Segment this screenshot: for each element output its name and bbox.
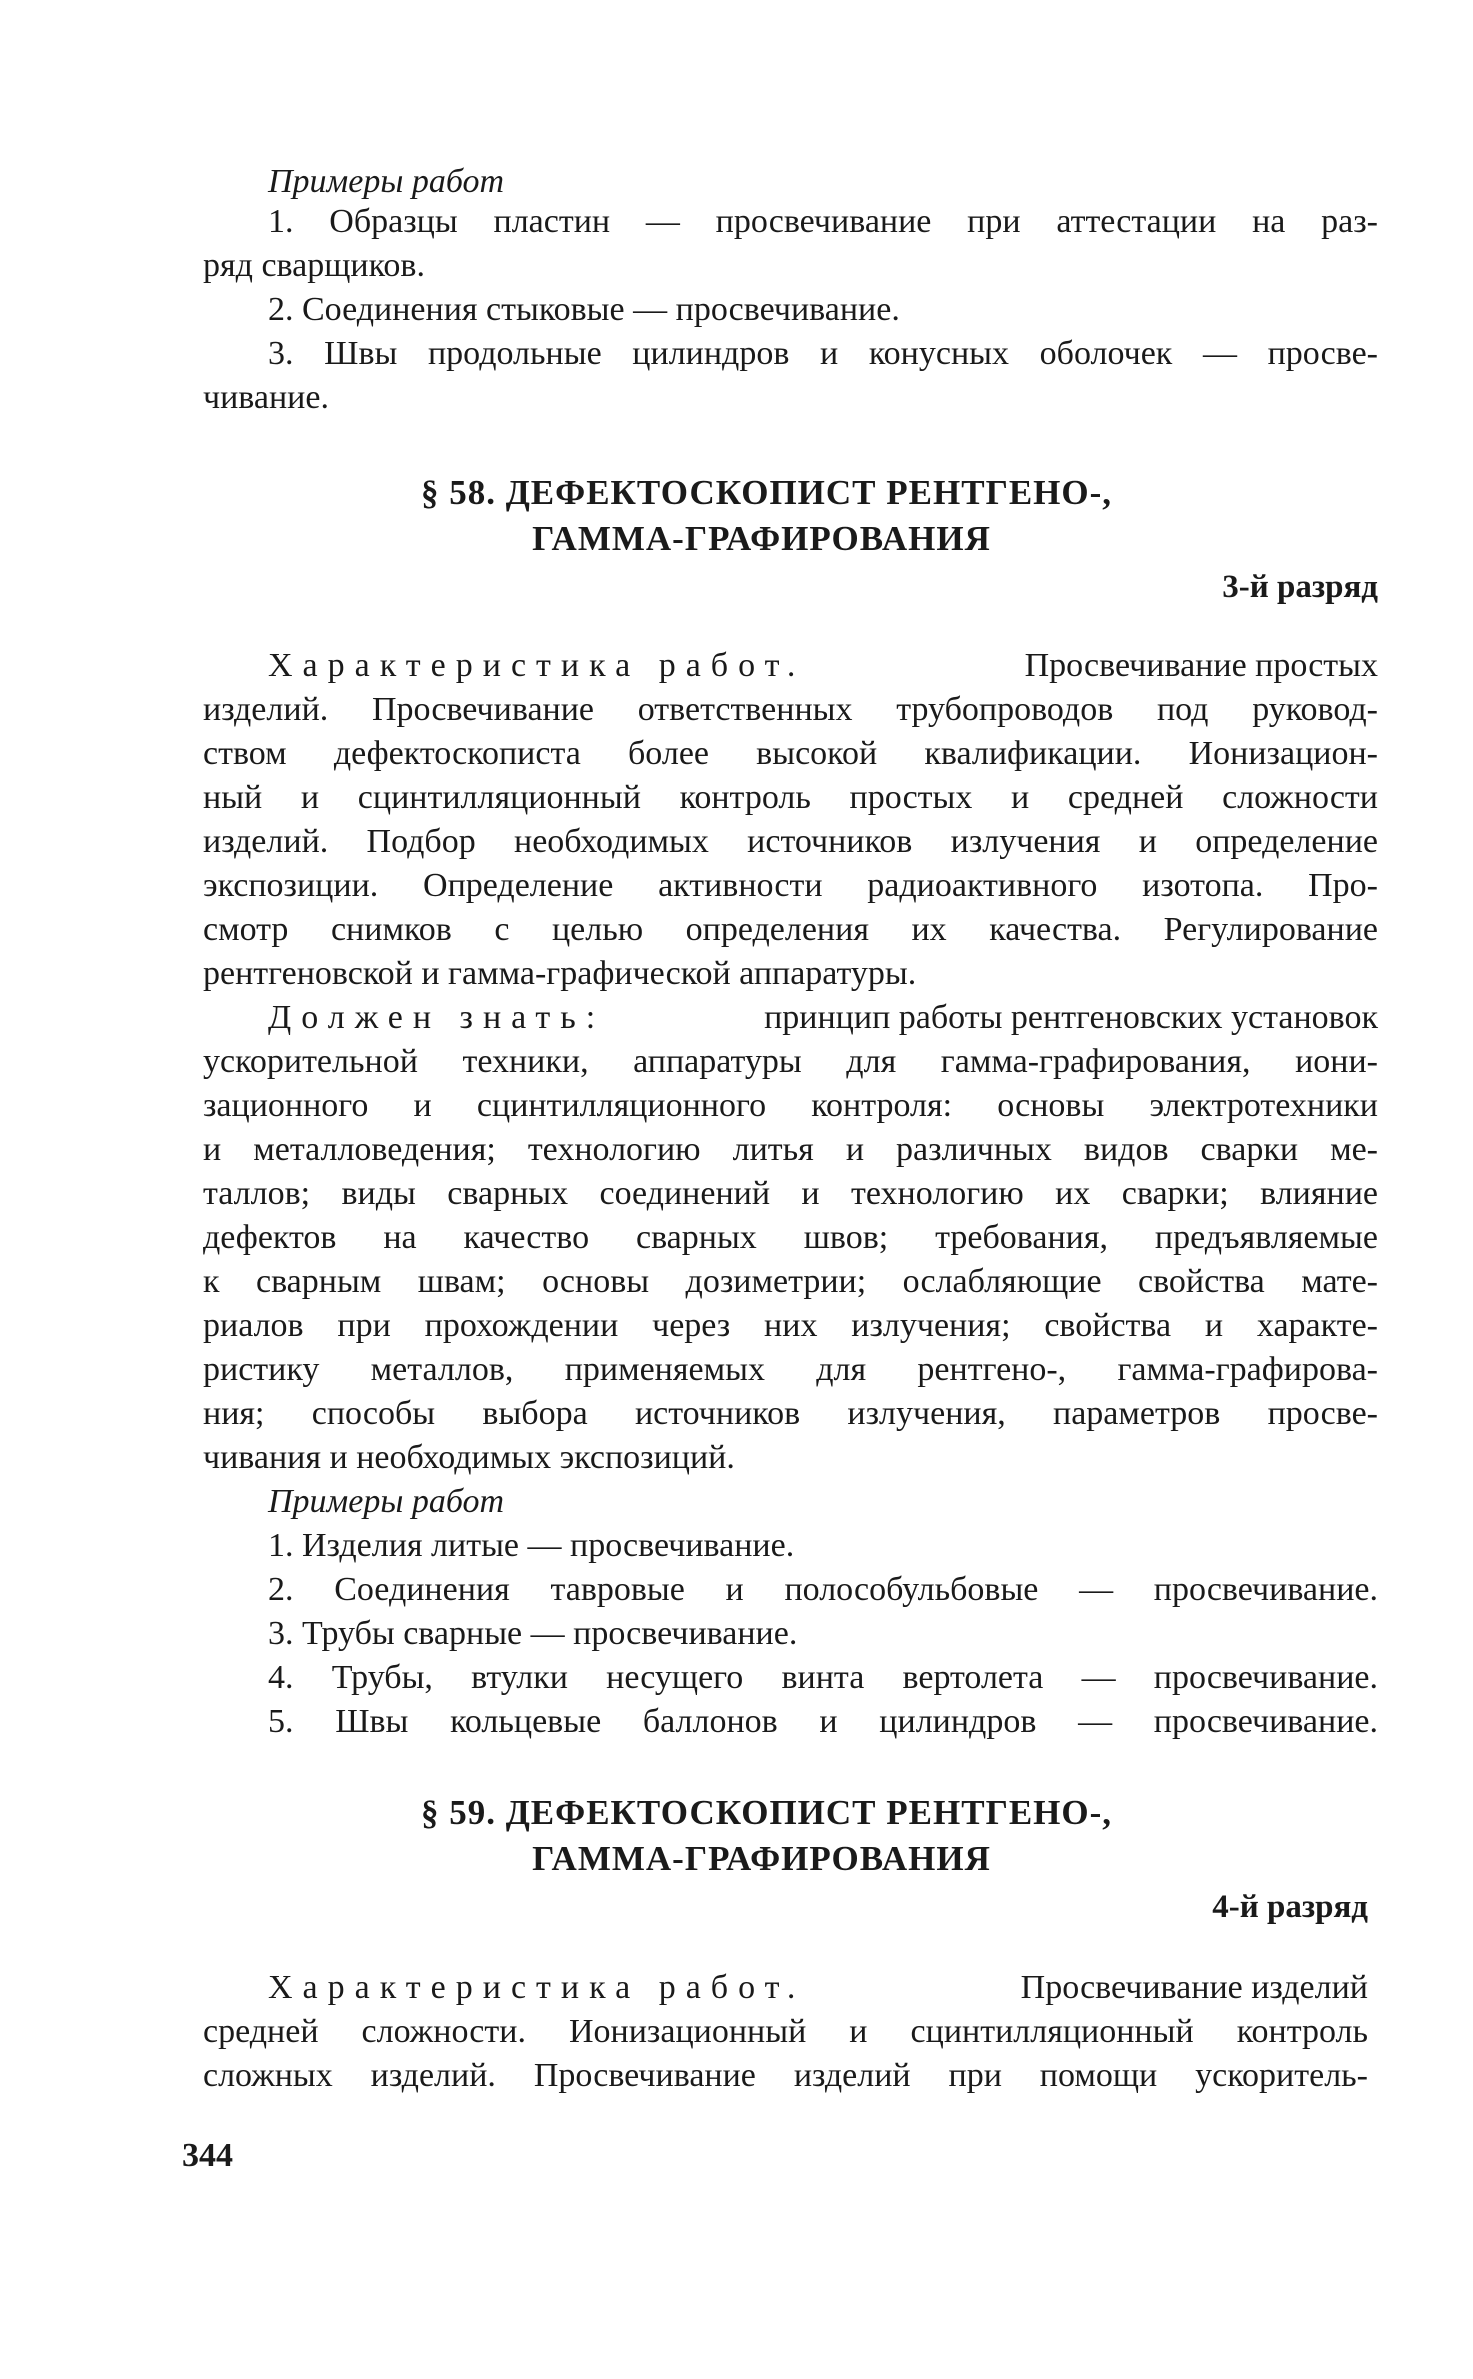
paragraph-line: ния; способы выбора источников излучения, параметров просве- [203,1395,1378,1432]
paragraph-line: ный и сцинтилляционный контроль простых и средней сложности [203,779,1378,816]
list-item-continuation: ряд сварщиков. [203,247,425,284]
example-item: 3. Трубы сварные — просвечивание. [268,1615,798,1652]
paragraph-line: к сварным швам; основы дозиметрии; ослабляющие свойства мате- [203,1263,1378,1300]
characteristic-label: Характеристика работ. [268,1969,806,2006]
characteristic-text: Просвечивание простых [1024,647,1378,684]
example-item: 4. Трубы, втулки несущего винта вертолета — просвечивание. [268,1659,1378,1696]
section-heading: § 58. ДЕФЕКТОСКОПИСТ РЕНТГЕНО-, [420,473,1113,512]
knowledge-label: Должен знать: [268,999,606,1036]
paragraph-line: рентгеновской и гамма-графической аппаратуры. [203,955,917,992]
paragraph-line: изделий. Подбор необходимых источников излучения и определение [203,823,1378,860]
paragraph-line: смотр снимков с целью определения их качества. Регулирование [203,911,1378,948]
rank-label: 3-й разряд [1222,569,1378,605]
paragraph-line: ством дефектоскописта более высокой квалификации. Ионизацион- [203,735,1378,772]
page-number: 344 [182,2137,233,2174]
list-item: 2. Соединения стыковые — просвечивание. [268,291,900,328]
knowledge-text: принцип работы рентгеновских установок [764,999,1378,1036]
examples-label: Примеры работ [268,163,505,200]
paragraph-line: чивания и необходимых экспозиций. [203,1439,735,1476]
section-heading-line2: ГАММА-ГРАФИРОВАНИЯ [532,1839,991,1878]
paragraph-line: сложных изделий. Просвечивание изделий при помощи ускоритель- [203,2057,1368,2094]
knowledge-first-line [268,996,1378,1040]
section-heading-line2: ГАММА-ГРАФИРОВАНИЯ [532,519,991,558]
list-item: 1. Образцы пластин — просвечивание при аттестации на раз- [268,203,1378,240]
list-item-continuation: чивание. [203,379,329,416]
characteristic-text: Просвечивание изделий [1020,1969,1368,2006]
example-item: 1. Изделия литые — просвечивание. [268,1527,795,1564]
paragraph-line: таллов; виды сварных соединений и технологию их сварки; влияние [203,1175,1378,1212]
characteristic-first-line [268,644,1378,688]
examples-label: Примеры работ [268,1483,505,1520]
section-heading: § 59. ДЕФЕКТОСКОПИСТ РЕНТГЕНО-, [420,1793,1113,1832]
example-item: 2. Соединения тавровые и полособульбовые — просвечивание. [268,1571,1378,1608]
paragraph-line: риалов при прохождении через них излучения; свойства и характе- [203,1307,1378,1344]
paragraph-line: и металловедения; технологию литья и различных видов сварки ме- [203,1131,1378,1168]
paragraph-line: ускорительной техники, аппаратуры для гамма-графирования, иони- [203,1043,1378,1080]
paragraph-line: средней сложности. Ионизационный и сцинтилляционный контроль [203,2013,1368,2050]
paragraph-line: изделий. Просвечивание ответственных трубопроводов под руковод- [203,691,1378,728]
paragraph-line: ристику металлов, применяемых для рентгено-, гамма-графирова- [203,1351,1378,1388]
characteristic-label: Характеристика работ. [268,647,806,684]
paragraph-line: дефектов на качество сварных швов; требования, предъявляемые [203,1219,1378,1256]
list-item: 3. Швы продольные цилиндров и конусных оболочек — просве- [268,335,1378,372]
example-item: 5. Швы кольцевые баллонов и цилиндров — просвечивание. [268,1703,1378,1740]
paragraph-line: зационного и сцинтилляционного контроля: основы электротехники [203,1087,1378,1124]
paragraph-line: экспозиции. Определение активности радиоактивного изотопа. Про- [203,867,1378,904]
characteristic-first-line [268,1966,1368,2010]
rank-label: 4-й разряд [1212,1889,1368,1925]
